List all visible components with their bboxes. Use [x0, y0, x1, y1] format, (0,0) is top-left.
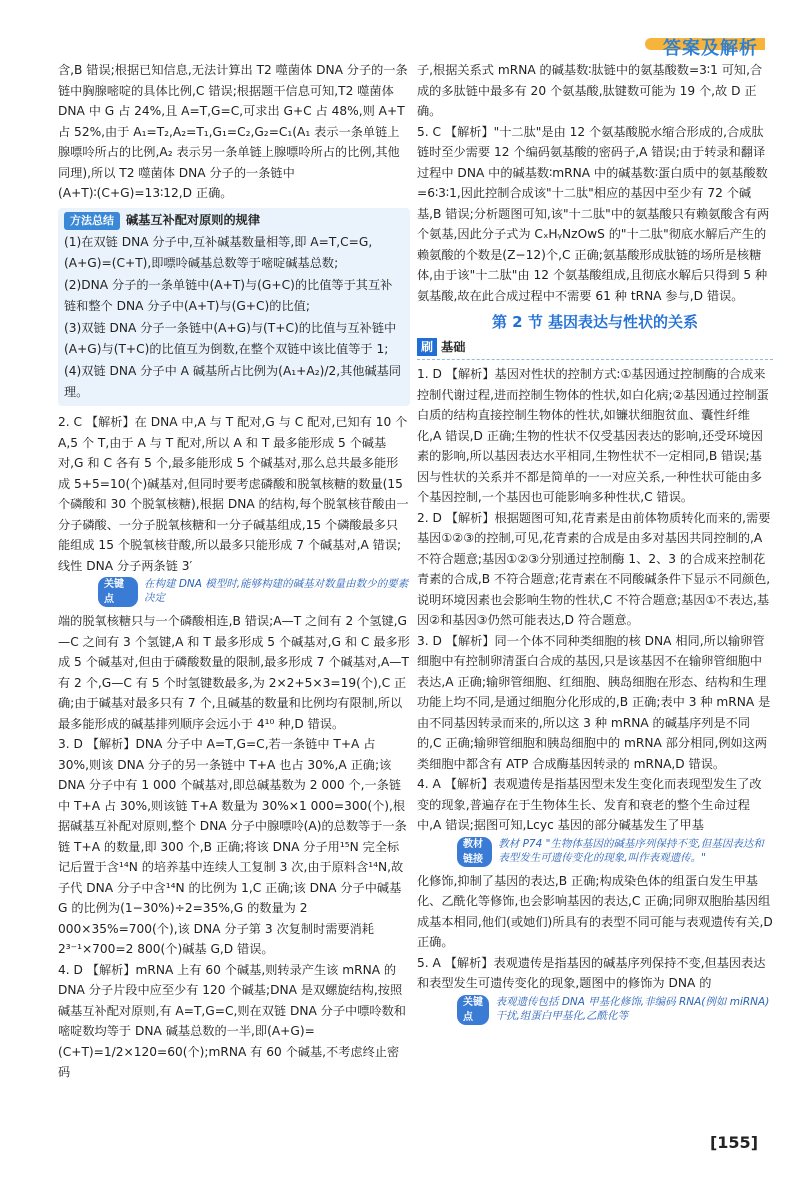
sub-label: 基础 [441, 339, 466, 354]
answer-5: 5. C 【解析】"十二肽"是由 12 个氨基酸脱水缩合形成的,合成肽链时至少需要 12 个编码氨基酸的密码子,A 错误;由于转录和翻译过程中 DNA 中的碱基数∶mRNA 中的碱基数∶蛋白质中的氨基酸数=6∶3∶1,因此控制合成该"十二肽"相应的基因中至少有 72 个碱基,B 错误;分析题图可知,该"十二肽"中的氨基酸只有赖氨酸含有两个氨基,因此分子式为 CₓHᵧNzOwS 的"十二肽"彻底水解后产生的赖氨酸的个数是(Z−12)个,C 正确;氨基酸形成肽链的场所是核糖体,由于该"十二肽"由 12 个氨基酸组成,且彻底水解后只得到 5 种氨基酸,故在此合成过程中不需要 61 种 tRNA 参与,D 错误。 [417, 124, 770, 303]
sub-badge: 刷 [417, 338, 437, 356]
method-item: (1)在双链 DNA 分子中,互补碱基数量相等,即 A=T,C=G,(A+G)=(C+T),即嘌呤碱基总数等于嘧啶碱基总数; [64, 235, 373, 270]
answer-r2: 2. D 【解析】根据题图可知,花青素是由前体物质转化而来的,需要基因①②③的控制,可见,花青素的合成是由多对基因共同控制的,A 不符合题意;基因①②③分别通过控制酶 1、2、3 的合成来控制花青素的合成,B 不符合题意;花青素在不同酸碱条件下显示不同颜色,说明环境因素也会影响生物的性状,C 不符合题意;基因①不表达,基因②和基因③仍然可能表达,D 符合题意。 [417, 510, 771, 627]
method-item: (3)双链 DNA 分子一条链中(A+G)与(T+C)的比值与互补链中(A+G)与(T+C)的比值互为倒数,在整个双链中该比值等于 1; [64, 321, 397, 356]
page-number: [155] [709, 1133, 758, 1152]
answer-r5: 5. A 【解析】表观遗传是指基因的碱基序列保持不变,但基因表达和表型发生可遗传变化的现象,题图中的修饰为 DNA 的 [417, 955, 766, 990]
paragraph: 含,B 错误;根据已知信息,无法计算出 T2 噬菌体 DNA 分子的一条链中胸腺嘧啶的具体比例,C 错误;根据题干信息可知,T2 噬菌体 DNA 中 G 占 24%,且 A=T,G=C,可求出 G+C 占 48%,则 A+T 占 52%,由于 A₁=T₂,A₂=T₁,G₁=C₂,G₂=C₁(A₁ 表示一条单链上腺嘌呤所占的比例,A₂ 表示另一条单链上腺嘌呤所占的比例,其他同理),所以 T2 噬菌体 DNA 分子的一条链中(A+T)∶(C+G)=13∶12,D 正确。 [58, 63, 408, 200]
page-header [0, 0, 800, 60]
key-point-note [98, 577, 410, 607]
header-title: 答案及解析 [663, 38, 758, 59]
method-item: (4)双链 DNA 分子中 A 碱基所占比例为(A₁+A₂)/2,其他碱基同理。 [64, 364, 402, 399]
answer-r1: 1. D 【解析】基因对性状的控制方式:①基因通过控制酶的合成来控制代谢过程,进而控制生物体的性状,如白化病;②基因通过控制蛋白质的结构直接控制生物体的性状,如镰状细胞贫血、囊性纤维化,A 错误,D 正确;生物的性状不仅受基因表达的影响,还受环境因素的影响,所以基因表达水平相同,生物性状不一定相同,B 错误;基因与性状的关系并不都是简单的一一对应关系,一种性状可能由多个基因控制,一个基因也可能影响多种性状,C 错误。 [417, 367, 769, 504]
method-item: (2)DNA 分子的一条单链中(A+T)与(G+C)的比值等于其互补链和整个 DNA 分子中(A+T)与(G+C)的比值; [64, 278, 393, 313]
answer-3: 3. D 【解析】DNA 分子中 A=T,G=C,若一条链中 T+A 占 30%,则该 DNA 分子的另一条链中 T+A 也占 30%,A 正确;该 DNA 分子中有 1 000 个碱基对,即总碱基数为 2 000 个,一条链中 T+A 占 30%,则该链 T+A 数量为 30%×1 000=300(个),根据碱基互补配对原则,整个 DNA 分子中腺嘌呤(A)的总数等于一条链 T+A 的数量,即 300 个,B 正确;将该 DNA 分子用¹⁵N 完全标记后置于含¹⁴N 的培养基中连续人工复制 3 次,由于原料含¹⁴N,故子代 DNA 分子中含¹⁴N 的比例为 1,C 正确;该 DNA 分子中碱基 G 的比例为(1−30%)÷2=35%,G 的数量为 2 000×35%=700(个),该 DNA 分子第 3 次复制时需要消耗 2³⁻¹×700=2 800(个)碱基 G,D 错误。 [58, 737, 407, 956]
key-badge: 教材链接 [457, 837, 492, 867]
answer-4: 4. D 【解析】mRNA 上有 60 个碱基,则转录产生该 mRNA 的 DNA 分子片段中应至少有 120 个碱基;DNA 是双螺旋结构,按照碱基互补配对原则,有 A=T,G=C,则在双链 DNA 分子中嘌呤数和嘧啶数均等于 DNA 碱基总数的一半,即(A+G)=(C+T)=1/2×120=60(个);mRNA 有 60 个碱基,不考虑终止密码 [58, 962, 406, 1079]
section-title: 第 2 节 基因表达与性状的关系 [491, 313, 699, 331]
answer-r3: 3. D 【解析】同一个体不同种类细胞的核 DNA 相同,所以输卵管细胞中有控制卵清蛋白合成的基因,只是该基因不在输卵管细胞中表达,A 正确;输卵管细胞、红细胞、胰岛细胞在形态、结构和生理功能上均不同,是通过细胞分化形成的,B 正确;表中 3 种 mRNA 是由不同基因转录而来的,所以这 3 种 mRNA 的碱基序列是不同的,C 正确;输卵管细胞和胰岛细胞中的 mRNA 部分相同,例如这两类细胞中都含有 ATP 合成酶基因转录的 mRNA,D 错误。 [417, 633, 771, 771]
textbook-link-note [457, 837, 773, 867]
answer-2-part-2: 端的脱氧核糖只与一个磷酸相连,B 错误;A—T 之间有 2 个氢键,G—C 之间有 3 个氢键,A 和 T 最多形成 5 个碱基对,G 和 C 最多形成 5 个碱基对,但由于磷酸数量的限制,最多形成 7 个碱基对,A—T 有 2 个,G—C 有 5 个时氢键数最多,为 2×2+5×3=19(个),C 正确;由于碱基对最多只有 7 个,且碱基的数量和比例均有限制,所以最多能形成的碱基排列顺序会远小于 4¹⁰ 种,D 错误。 [58, 614, 410, 731]
answer-r4-part-1: 4. A 【解析】表观遗传是指基因型未发生变化而表现型发生了改变的现象,普遍存在于生物体生长、发育和衰老的整个生命过程中,A 错误;据图可知,Lcyc 基因的部分碱基发生了甲基 [417, 777, 762, 832]
answer-r4-part-2: 化修饰,抑制了基因的表达,B 正确;构成染色体的组蛋白发生甲基化、乙酰化等修饰,也会影响基因的表达,C 正确;同卵双胞胎基因组成基本相同,他们(或她们)所具有的表型不同可能与表观遗传有关,D 正确。 [417, 873, 773, 949]
key-text: 表观遗传包括 DNA 甲基化修饰,非编码 RNA(例如 miRNA)干扰,组蛋白甲基化,乙酰化等 [495, 995, 770, 1022]
subsection-header [417, 337, 773, 361]
key-badge: 关键点 [98, 577, 138, 607]
left-column [58, 60, 410, 1083]
method-title: 碱基互补配对原则的规律 [126, 212, 261, 227]
right-column [417, 60, 773, 1029]
key-badge: 关键点 [457, 995, 489, 1025]
answer-4-continued: 子,根据关系式 mRNA 的碱基数∶肽链中的氨基酸数=3∶1 可知,合成的多肽链中最多有 20 个氨基酸,肽键数可能为 19 个,故 D 正确。 [417, 63, 763, 118]
method-summary-box [58, 208, 410, 407]
answer-2-part-1: 2. C 【解析】在 DNA 中,A 与 T 配对,G 与 C 配对,已知有 10 个 A,5 个 T,由于 A 与 T 配对,所以 A 和 T 最多能形成 5 个碱基对,G 和 C 各有 5 个,最多能形成 5 个碱基对,那么总共最多能形成 5+5=10(个)碱基对,但同时要考虑磷酸和脱氧核糖的数量(15 个磷酸和 30 个脱氧核糖),根据 DNA 的结构,每个脱氧核苷酸由一分子磷酸、一分子脱氧核糖和一分子碱基组成,15 个磷酸最多只能组成 15 个脱氧核苷酸,所以最多只能形成 7 个碱基对,A 错误;线性 DNA 分子两条链 3′ [58, 415, 409, 573]
page-number-value: 155 [717, 1133, 751, 1152]
key-point-note [457, 995, 773, 1025]
key-text: 教材 P74 "生物体基因的碱基序列保持不变,但基因表达和表型发生可遗传变化的现象,叫作表观遗传。" [498, 837, 764, 864]
key-text: 在构建 DNA 模型时,能够构建的碱基对数量由数少的要素决定 [143, 578, 409, 604]
method-tag: 方法总结 [64, 212, 120, 230]
